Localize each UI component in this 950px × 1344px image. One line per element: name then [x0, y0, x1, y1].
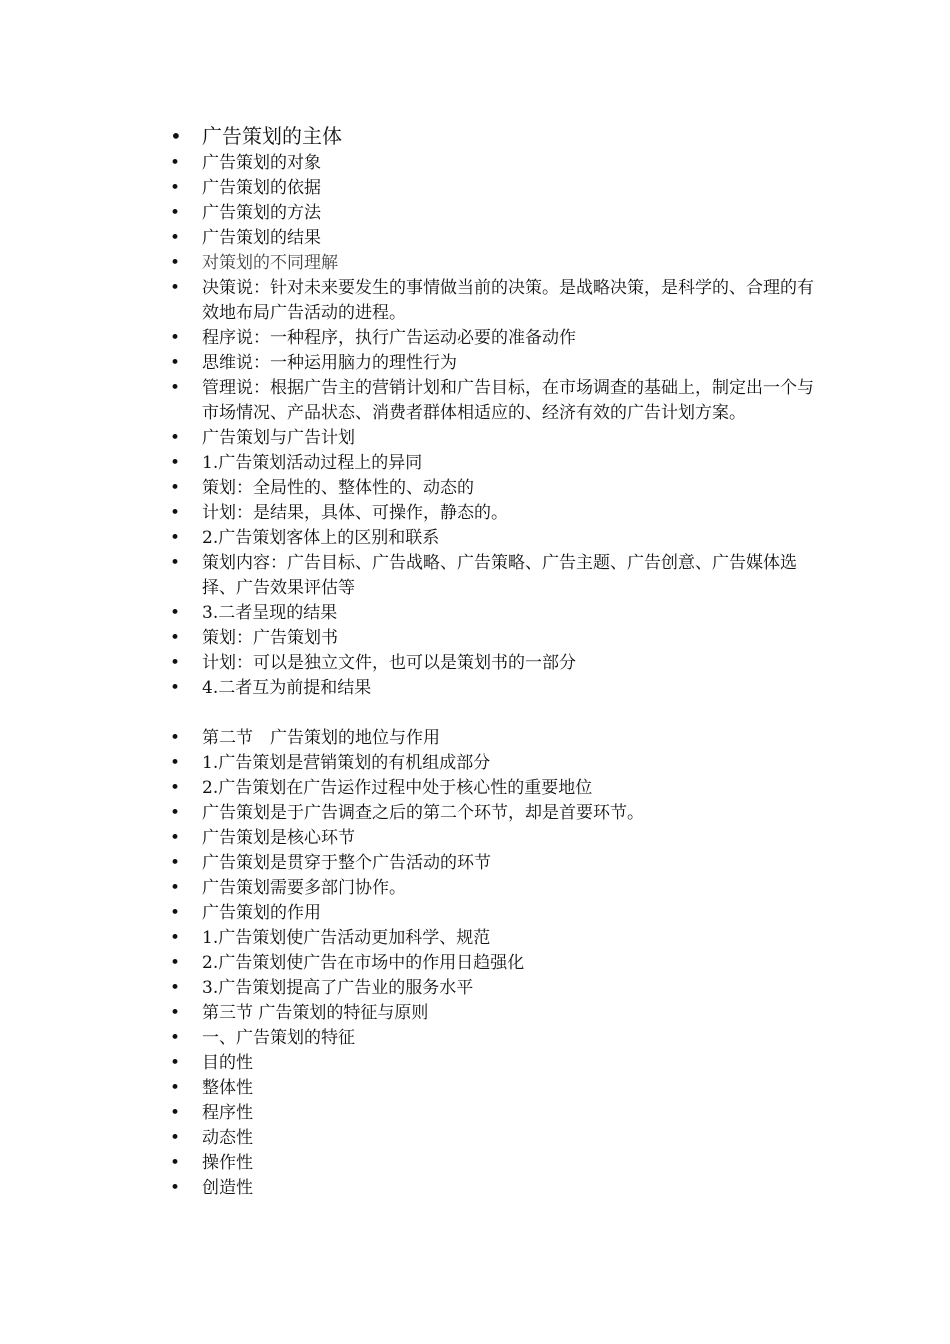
list-item-text: 广告策划的对象 — [202, 153, 321, 173]
list-item-text: 计划：是结果，具体、可操作，静态的。 — [202, 503, 508, 523]
bullet-marker: • — [170, 803, 181, 823]
bullet-marker: • — [170, 378, 181, 398]
list-item-text: 2.广告策划在广告运作过程中处于核心性的重要地位 — [202, 778, 593, 798]
bullet-marker: • — [170, 728, 181, 748]
list-item-text: 4.二者互为前提和结果 — [202, 678, 372, 698]
list-item — [170, 376, 820, 426]
list-item — [170, 176, 820, 201]
list-item — [170, 626, 820, 651]
bullet-marker: • — [170, 778, 181, 798]
list-item-text: 决策说：针对未来要发生的事情做当前的决策。是战略决策，是科学的、合理的有效地布局广告活动的进程。 — [202, 278, 814, 323]
bullet-marker: • — [170, 328, 181, 348]
list-item-text: 创造性 — [202, 1178, 253, 1198]
list-item — [170, 826, 820, 851]
bullet-marker: • — [170, 653, 181, 673]
bullet-marker: • — [170, 1003, 181, 1023]
list-item-text: 第二节 广告策划的地位与作用 — [202, 728, 440, 748]
list-item — [170, 121, 820, 151]
list-item — [170, 801, 820, 826]
bullet-marker: • — [170, 478, 181, 498]
bullet-marker: • — [170, 1078, 181, 1098]
bullet-marker: • — [170, 353, 181, 373]
bullet-marker: • — [170, 603, 181, 623]
list-item-text: 目的性 — [202, 1053, 253, 1073]
list-item-text: 程序说：一种程序，执行广告运动必要的准备动作 — [202, 328, 576, 348]
list-item — [170, 651, 820, 676]
bullet-marker: • — [170, 428, 181, 448]
bullet-marker: • — [170, 1178, 181, 1198]
bullet-marker: • — [170, 528, 181, 548]
list-item-text: 2.广告策划客体上的区别和联系 — [202, 528, 440, 548]
list-item-text: 广告策划的结果 — [202, 228, 321, 248]
list-item-text: 策划内容：广告目标、广告战略、广告策略、广告主题、广告创意、广告媒体选择、广告效果评估等 — [202, 553, 797, 598]
list-item — [170, 876, 820, 901]
list-item — [170, 776, 820, 801]
bullet-marker: • — [170, 453, 181, 473]
list-item-text: 广告策划是于广告调查之后的第二个环节，却是首要环节。 — [202, 803, 644, 823]
list-item-text: 程序性 — [202, 1103, 253, 1123]
list-item — [170, 726, 820, 751]
list-item — [170, 751, 820, 776]
list-item — [170, 676, 820, 701]
list-item — [170, 201, 820, 226]
list-item-text: 对策划的不同理解 — [202, 253, 338, 273]
list-item — [170, 901, 820, 926]
list-item-text: 3.二者呈现的结果 — [202, 603, 338, 623]
bullet-marker: • — [170, 753, 181, 773]
list-item — [170, 976, 820, 1001]
bullet-marker: • — [170, 903, 181, 923]
list-item — [170, 276, 820, 326]
bullet-marker: • — [170, 553, 181, 573]
list-item — [170, 251, 820, 276]
bullet-marker: • — [170, 628, 181, 648]
list-item — [170, 1001, 820, 1026]
bullet-marker: • — [170, 853, 181, 873]
list-item-text: 整体性 — [202, 1078, 253, 1098]
list-item — [170, 1076, 820, 1101]
bullet-marker: • — [170, 678, 181, 698]
list-item-text: 广告策划与广告计划 — [202, 428, 355, 448]
list-item — [170, 501, 820, 526]
bullet-marker: • — [170, 278, 181, 298]
bullet-marker: • — [170, 203, 181, 223]
list-item-text: 思维说：一种运用脑力的理性行为 — [202, 353, 457, 373]
list-item-text: 广告策划的依据 — [202, 178, 321, 198]
list-item-text: 动态性 — [202, 1128, 253, 1148]
list-item — [170, 1101, 820, 1126]
bullet-marker: • — [170, 1053, 181, 1073]
bullet-marker: • — [170, 1128, 181, 1148]
bullet-marker: • — [170, 124, 182, 148]
list-item-text: 1.广告策划使广告活动更加科学、规范 — [202, 928, 491, 948]
list-item — [170, 1026, 820, 1051]
list-item-text: 广告策划的作用 — [202, 903, 321, 923]
list-item — [170, 1176, 820, 1201]
list-item — [170, 451, 820, 476]
bullet-marker: • — [170, 253, 181, 273]
list-item-text: 2.广告策划使广告在市场中的作用日趋强化 — [202, 953, 525, 973]
list-item — [170, 151, 820, 176]
list-item — [170, 951, 820, 976]
bullet-list — [170, 121, 820, 1201]
list-item — [170, 851, 820, 876]
list-item-text: 管理说：根据广告主的营销计划和广告目标，在市场调查的基础上，制定出一个与市场情况、产品状态、消费者群体相适应的、经济有效的广告计划方案。 — [202, 378, 814, 423]
list-item — [170, 226, 820, 251]
bullet-marker: • — [170, 178, 181, 198]
bullet-marker: • — [170, 953, 181, 973]
list-item — [170, 1151, 820, 1176]
bullet-marker: • — [170, 503, 181, 523]
list-item — [170, 551, 820, 601]
bullet-marker: • — [170, 1103, 181, 1123]
list-item — [170, 1051, 820, 1076]
list-item-text: 广告策划的主体 — [202, 124, 342, 148]
bullet-marker: • — [170, 228, 181, 248]
list-item — [170, 476, 820, 501]
list-item-text: 广告策划是核心环节 — [202, 828, 355, 848]
bullet-marker: • — [170, 153, 181, 173]
list-item — [170, 601, 820, 626]
list-item-text: 1.广告策划活动过程上的异同 — [202, 453, 423, 473]
list-item — [170, 526, 820, 551]
list-item-text: 一、广告策划的特征 — [202, 1028, 355, 1048]
bullet-marker: • — [170, 1028, 181, 1048]
list-item — [170, 351, 820, 376]
list-item-text: 广告策划是贯穿于整个广告活动的环节 — [202, 853, 491, 873]
bullet-marker: • — [170, 1153, 181, 1173]
bullet-marker: • — [170, 828, 181, 848]
list-item-text: 计划：可以是独立文件，也可以是策划书的一部分 — [202, 653, 576, 673]
list-item-text: 策划：全局性的、整体性的、动态的 — [202, 478, 474, 498]
list-item — [170, 1126, 820, 1151]
list-item — [170, 326, 820, 351]
bullet-marker: • — [170, 978, 181, 998]
list-item-text: 广告策划需要多部门协作。 — [202, 878, 406, 898]
list-item-text: 第三节 广告策划的特征与原则 — [202, 1003, 429, 1023]
list-item-text: 1.广告策划是营销策划的有机组成部分 — [202, 753, 491, 773]
list-item-text: 操作性 — [202, 1153, 253, 1173]
list-item — [170, 926, 820, 951]
list-item-text: 策划：广告策划书 — [202, 628, 338, 648]
bullet-marker: • — [170, 878, 181, 898]
list-item-text: 3.广告策划提高了广告业的服务水平 — [202, 978, 474, 998]
list-item — [170, 426, 820, 451]
bullet-marker: • — [170, 928, 181, 948]
list-item-text: 广告策划的方法 — [202, 203, 321, 223]
